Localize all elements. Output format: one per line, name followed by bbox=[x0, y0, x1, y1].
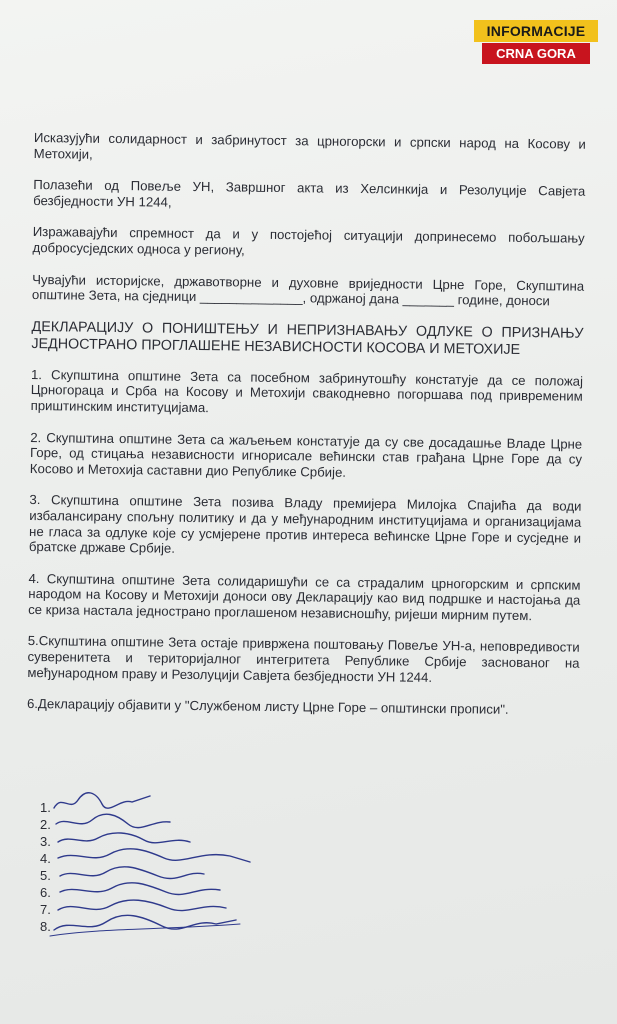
handwritten-signatures bbox=[40, 790, 300, 950]
signature-number: 3. bbox=[40, 834, 51, 849]
signature-number: 6. bbox=[40, 885, 51, 900]
signature-2 bbox=[56, 814, 170, 827]
signature-1 bbox=[54, 793, 150, 808]
declaration-point: 3. Скупштина општине Зета позива Владу премијера Милојка Спајића да води избалансирану спољну политику и да у међународним институцијама и организацијама не гласа за одлуке које су усмјерене против интереса већинске Црне Горе и сусједне и братске државе Србије. bbox=[28, 492, 582, 556]
publisher-logo bbox=[474, 20, 598, 64]
declaration-point: 4. Скупштина општине Зета солидаришући се са страдалим црногорским и српским народом на Косову и Метохији доноси ову Декларацију као вид подршке и настојања да се криза настала једнострано проглашеном независношћу, ријеши мирним путем. bbox=[28, 570, 581, 623]
signature-5 bbox=[60, 867, 204, 879]
signature-number: 7. bbox=[40, 902, 51, 917]
signature-7 bbox=[58, 900, 226, 910]
declaration-point: 1. Скупштина општине Зета са посебном забринутошћу констатује да се положај Црногораца и Срба на Косову и Метохији свакодневно погоршава под привременим приштинским институцијама. bbox=[30, 366, 584, 416]
signature-number: 5. bbox=[40, 868, 51, 883]
signature-6 bbox=[60, 883, 220, 895]
signature-8 bbox=[54, 915, 236, 930]
declaration-point: 2. Скупштина општине Зета са жаљењем констатује да су све досадашње Владе Црне Горе, од стицања независности игнорисале већински став грађана Црне Горе да су Косово и Метохија саставни дио Републике Србије. bbox=[29, 429, 583, 480]
intro-paragraph: Чувајући историјске, државотворне и духовне вриједности Црне Горе, Скупштина општине Зета, на сједници ______________, одржаној дана _______ године, доноси bbox=[31, 271, 585, 309]
signature-number: 2. bbox=[40, 817, 51, 832]
signature-3 bbox=[58, 833, 190, 843]
declaration-point: 6.Декларацију објавити у "Службеном листу Црне Горе – општински прописи". bbox=[26, 696, 509, 718]
signature-number: 8. bbox=[40, 919, 51, 934]
logo-line-2: CRNA GORA bbox=[482, 43, 590, 64]
signature-number: 1. bbox=[40, 800, 51, 815]
intro-paragraph: Изражавајући спремност да и у постојећој ситуацији допринесемо побољшању добросусједских односа у региону, bbox=[32, 224, 585, 258]
logo-line-1: INFORMACIJE bbox=[474, 20, 598, 42]
document-body bbox=[27, 130, 586, 735]
signature-number: 4. bbox=[40, 851, 51, 866]
signature-4 bbox=[58, 849, 250, 862]
intro-paragraph: Полазећи од Повеље УН, Завршног акта из Хелсинкија и Резолуције Савјета безбједности УН 1244, bbox=[33, 177, 586, 210]
declaration-title: ДЕКЛАРАЦИЈУ О ПОНИШТЕЊУ И НЕПРИЗНАВАЊУ ОДЛУКЕ О ПРИЗНАЊУ ЈЕДНОСТРАНО ПРОГЛАШЕНЕ НЕЗАВИСНОСТИ КОСОВА И МЕТОХИЈЕ bbox=[31, 318, 584, 358]
signature-block bbox=[40, 790, 300, 950]
intro-paragraph: Исказујући солидарност и забринутост за црногорски и српски народ на Косову и Метохији, bbox=[33, 130, 586, 162]
declaration-point: 5.Скупштина општине Зета остаје привржена поштовању Повеље УН-а, неповредивости суверенитета и територијалног интегритета Републике Србије заснованог на међународном праву и Резолуцији Савјета безбједности УН 1244. bbox=[27, 633, 580, 685]
